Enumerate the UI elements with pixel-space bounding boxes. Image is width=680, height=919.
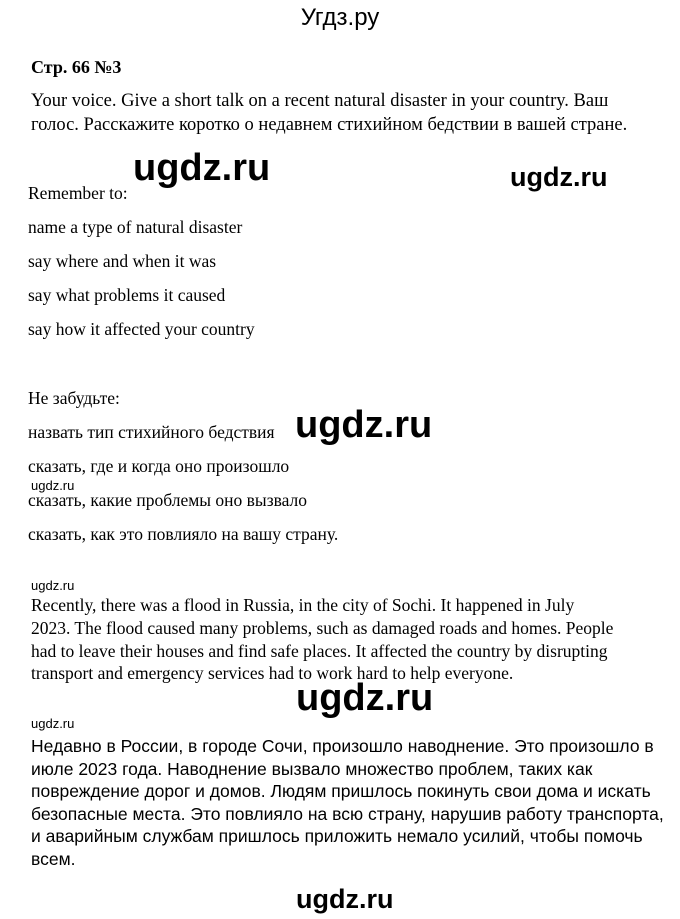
exercise-page-ref: Стр. 66 №3 — [31, 57, 122, 77]
remember-ru-heading: Не забудьте: — [28, 388, 120, 408]
answer-en-line: transport and emergency services had to work hard to help everyone. — [31, 663, 514, 683]
remember-heading: Remember to: — [28, 183, 128, 203]
answer-ru-line: Недавно в России, в городе Сочи, произошло наводнение. Это произошло в — [31, 736, 654, 756]
answer-en-line: 2023. The flood caused many problems, such as damaged roads and homes. People — [31, 618, 614, 638]
site-title: Угдз.ру — [300, 4, 380, 31]
answer-ru-line: безопасные места. Это повлияло на всю страну, нарушив работу транспорта, — [31, 804, 664, 824]
remember-item: say where and when it was — [28, 251, 217, 271]
task-line-1: Your voice. Give a short talk on a recent natural disaster in your country. Ваш — [31, 91, 609, 111]
answer-en-line: Recently, there was a flood in Russia, in the city of Sochi. It happened in July — [31, 595, 575, 615]
task-line-2: голос. Расскажите коротко о недавнем стихийном бедствии в вашей стране. — [31, 115, 628, 135]
watermark: ugdz.ru — [296, 677, 434, 719]
answer-en-line: had to leave their houses and find safe places. It affected the country by disrupting — [31, 641, 608, 661]
watermark: ugdz.ru — [31, 478, 75, 493]
remember-item: say how it affected your country — [28, 319, 255, 339]
remember-item: say what problems it caused — [28, 285, 226, 305]
remember-ru-item: сказать, как это повлияло на вашу страну. — [28, 524, 339, 544]
remember-ru-item: сказать, какие проблемы оно вызвало — [28, 490, 308, 510]
watermark: ugdz.ru — [133, 147, 271, 189]
watermark: ugdz.ru — [510, 162, 608, 192]
watermark: ugdz.ru — [296, 884, 394, 914]
remember-item: name a type of natural disaster — [28, 217, 243, 237]
remember-ru-item: сказать, где и когда оно произошло — [28, 456, 290, 476]
watermark: ugdz.ru — [31, 578, 75, 593]
remember-ru-item: назвать тип стихийного бедствия — [28, 422, 275, 442]
answer-ru-line: повреждение дорог и домов. Людям пришлось покинуть свои дома и искать — [31, 781, 651, 801]
watermark: ugdz.ru — [295, 404, 433, 446]
watermark: ugdz.ru — [31, 716, 75, 731]
answer-ru-line: июле 2023 года. Наводнение вызвало множество проблем, таких как — [31, 759, 593, 779]
answer-ru-line: всем. — [31, 849, 76, 869]
answer-ru-line: и аварийным службам пришлось приложить немало усилий, чтобы помочь — [31, 826, 643, 846]
